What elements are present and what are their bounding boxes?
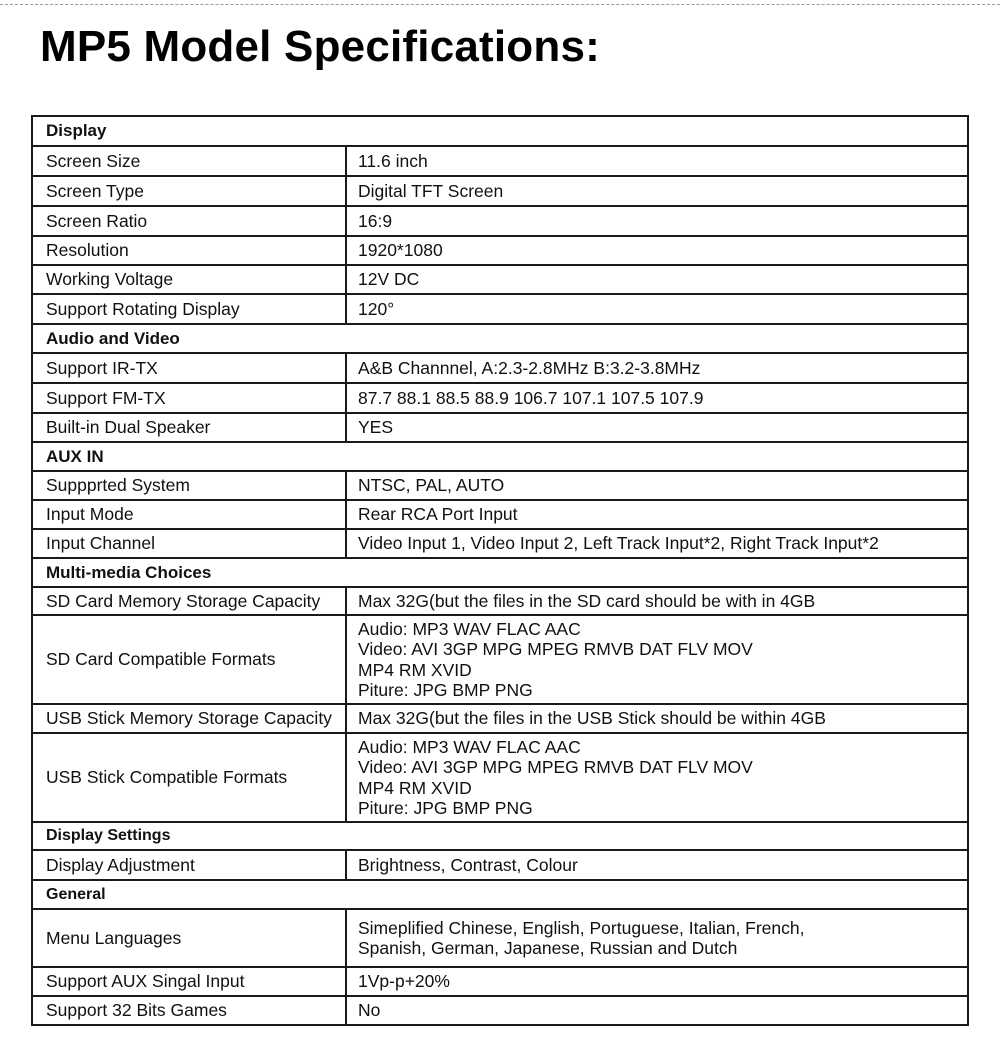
row-value-line: Audio: MP3 WAV FLAC AAC [358, 736, 581, 757]
spec-table [31, 115, 969, 1026]
row-label: Support FM-TX [33, 384, 347, 412]
row-value [347, 616, 967, 703]
table-row [33, 732, 967, 821]
row-value: Brightness, Contrast, Colour [358, 854, 578, 875]
row-label: Input Mode [33, 501, 347, 528]
row-value-line: Piture: JPG BMP PNG [358, 798, 533, 818]
section-heading-audio-video: Audio and Video [33, 323, 967, 352]
row-value: Max 32G(but the files in the SD card should be with in 4GB [358, 590, 816, 611]
section-heading-display-settings: Display Settings [33, 821, 967, 849]
row-label: SD Card Memory Storage Capacity [33, 588, 347, 614]
row-value: 12V DC [358, 269, 420, 290]
section-heading-multimedia: Multi-media Choices [33, 557, 967, 586]
row-value: Rear RCA Port Input [358, 504, 518, 525]
table-row [33, 908, 967, 966]
row-label: USB Stick Compatible Formats [33, 734, 347, 821]
row-value-line: MP4 RM XVID [358, 659, 472, 680]
row-value: Max 32G(but the files in the USB Stick should be within 4GB [358, 708, 826, 729]
row-label: Display Adjustment [33, 851, 347, 879]
row-label: Support IR-TX [33, 354, 347, 382]
row-value: 11.6 inch [358, 150, 428, 171]
table-row [33, 235, 967, 264]
row-value-line: Audio: MP3 WAV FLAC AAC [358, 618, 581, 639]
row-label: Suppprted System [33, 472, 347, 499]
section-heading-display: Display [46, 121, 107, 140]
table-row [33, 614, 967, 703]
row-value-line: Video: AVI 3GP MPG MPEG RMVB DAT FLV MOV [358, 639, 753, 659]
table-row [33, 205, 967, 235]
row-label: Screen Type [33, 177, 347, 205]
row-value: No [358, 1000, 381, 1021]
section-heading-aux-in: AUX IN [33, 441, 967, 470]
row-value: 16:9 [358, 210, 393, 231]
row-value-line: Spanish, German, Japanese, Russian and Dutch [358, 938, 738, 958]
table-row [33, 412, 967, 441]
table-row [33, 175, 967, 205]
table-row [33, 586, 967, 614]
row-value: Digital TFT Screen [358, 180, 504, 201]
row-value-line: Video: AVI 3GP MPG MPEG RMVB DAT FLV MOV [358, 757, 753, 777]
table-row [33, 293, 967, 323]
row-value-line: MP4 RM XVID [358, 777, 472, 798]
row-value-line: Simeplified Chinese, English, Portuguese, Italian, French, [358, 917, 805, 938]
row-value: Video Input 1, Video Input 2, Left Track Input*2, Right Track Input*2 [358, 533, 879, 554]
row-label: Built-in Dual Speaker [33, 414, 347, 441]
row-value: A&B Channnel, A:2.3-2.8MHz B:3.2-3.8MHz [358, 357, 701, 378]
table-row [33, 499, 967, 528]
row-label: Screen Size [33, 147, 347, 175]
table-row [33, 470, 967, 499]
row-label: Input Channel [33, 530, 347, 557]
row-label: Resolution [33, 237, 347, 264]
row-label: Screen Ratio [33, 207, 347, 235]
row-value: NTSC, PAL, AUTO [358, 475, 505, 496]
table-row [33, 703, 967, 732]
table-row [33, 849, 967, 879]
row-value [347, 910, 967, 966]
row-label: USB Stick Memory Storage Capacity [33, 705, 347, 732]
table-row [33, 528, 967, 557]
row-value: 120° [358, 298, 395, 319]
row-value-line: Piture: JPG BMP PNG [358, 680, 533, 700]
table-row [33, 145, 967, 175]
table-row [33, 352, 967, 382]
row-label: Support 32 Bits Games [33, 997, 347, 1024]
row-label: SD Card Compatible Formats [33, 616, 347, 703]
row-value: YES [358, 417, 394, 438]
table-row [33, 382, 967, 412]
page-title: MP5 Model Specifications: [40, 22, 600, 71]
row-value: 1920*1080 [358, 240, 443, 261]
section-heading-general: General [33, 879, 967, 908]
table-row [33, 264, 967, 293]
row-label: Working Voltage [33, 266, 347, 293]
row-value [347, 734, 967, 821]
table-row [33, 995, 967, 1024]
row-label: Menu Languages [33, 910, 347, 966]
table-row [33, 966, 967, 995]
row-label: Support AUX Singal Input [33, 968, 347, 995]
top-dashed-rule [0, 4, 1000, 5]
row-value: 1Vp-p+20% [358, 971, 450, 992]
row-label: Support Rotating Display [33, 295, 347, 323]
row-value: 87.7 88.1 88.5 88.9 106.7 107.1 107.5 107.9 [358, 387, 704, 408]
